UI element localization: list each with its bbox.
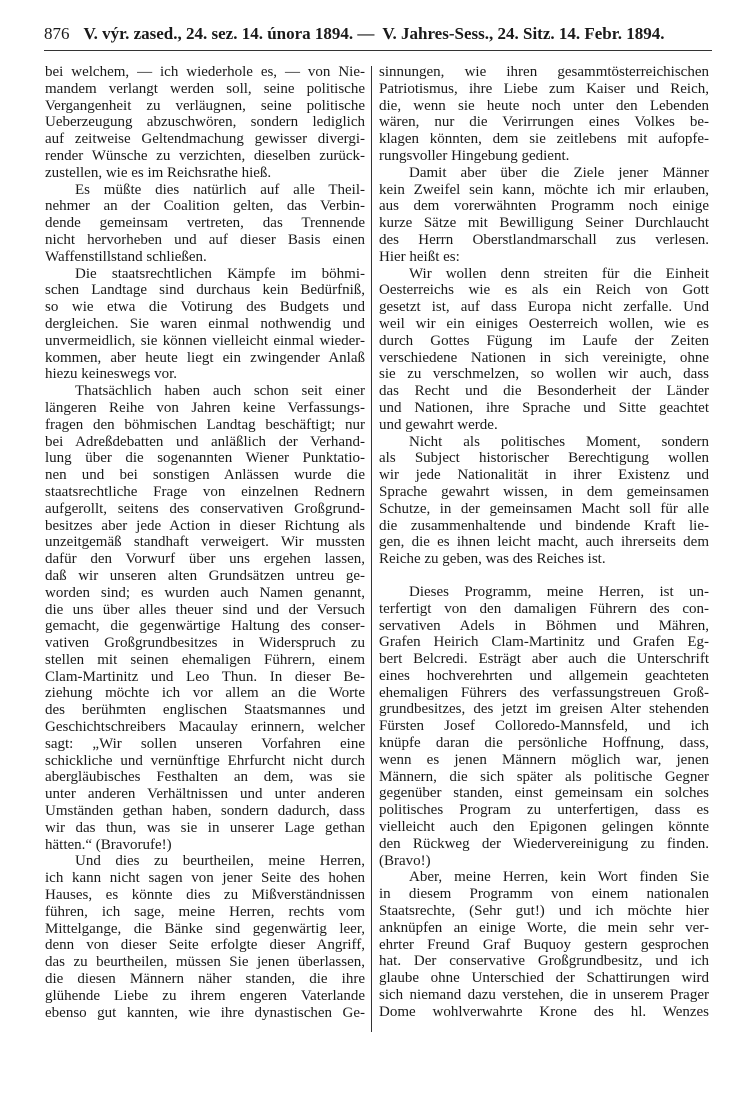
text-line: Patriotismus, ihre Liebe zum Kaiser und Reich, [379, 80, 709, 97]
text-line: unter anderen Verhältnissen und unter anderen [45, 786, 365, 803]
text-line: Grafen Heirich Clam-Martinitz und Grafen Eg- [379, 634, 709, 651]
text-line: eines hochverehrten und allgemein geachteten [379, 667, 709, 684]
text-line: durch Gottes Fügung im Laufe der Zeiten [379, 332, 709, 349]
text-line: längeren Reihe von Jahren keine Verfassungs- [45, 399, 365, 416]
text-line: (Bravo!) [379, 852, 431, 869]
text-line: mandem verlangt werden soll, seine politische [45, 80, 365, 97]
text-line: sich niemand dazu verstehen, die in unserem Prager [379, 987, 709, 1004]
text-line: gemacht, die gegenwärtige Haltung des conser- [45, 618, 365, 635]
text-line: in diesem Programm von einem nationalen [379, 886, 709, 903]
text-line: Dome wohlverwahrte Krone des hl. Wenzes [379, 1003, 709, 1020]
text-line: das zu beurtheilen, müssen Sie jenen überlassen, [45, 954, 365, 971]
text-line: wir das thun, was sie in unserer Lage gethan [45, 819, 365, 836]
text-line: lung über die sogenannten Wiener Punktatio- [45, 450, 365, 467]
right-column [379, 64, 709, 1021]
text-line: Clam-Martinitz und Leo Thun. In dieser Be- [45, 668, 365, 685]
text-line: Damit aber über die Ziele jener Männer [409, 164, 709, 181]
text-line: Dieses Programm, meine Herren, ist un- [409, 583, 709, 600]
text-line: die uns über alles theuer sind und der Versuch [45, 601, 365, 618]
text-line: sie zu verschmelzen, so wollen wir auch, dass [379, 366, 709, 383]
text-line: unzeitgemäß standhaft verweigert. Wir mussten [45, 534, 365, 551]
text-line: schen Landtage sind durchaus kein Bedürfniß, [45, 282, 365, 299]
text-line: kurze Sätze mit Bewilligung Seiner Durchlaucht [379, 215, 709, 232]
text-line: unvermeidlich, sie können vielleicht einmal wieder- [45, 332, 365, 349]
paragraph-gap [379, 568, 709, 584]
text-line: schickliche und vernünftige Ehrfurcht nicht durch [45, 752, 365, 769]
text-line: Vergangenheit zu verläugnen, seine politische [45, 97, 365, 114]
text-line: wenn es jenen Männern möglich war, jenen [379, 751, 709, 768]
text-line: aufgerollt, seitens des conservativen Großgrund- [45, 500, 365, 517]
text-line: Thatsächlich haben auch schon seit einer [75, 383, 365, 400]
text-line: Oesterreichs wie es als ein Reich von Gott [379, 282, 709, 299]
text-line: kommen, aber heute liegt ein zwingender Anlaß [45, 349, 365, 366]
header-rule [44, 50, 712, 51]
text-line: vativen Großgrundbesitzes in Widerspruch zu [45, 635, 365, 652]
left-column [45, 64, 365, 1021]
text-line: Und dies zu beurtheilen, meine Herren, [75, 853, 365, 870]
text-line: und gewahrt werde. [379, 416, 498, 433]
text-line: sinnungen, wie ihren gesammtösterreichischen [379, 64, 709, 80]
text-line: des berühmten englischen Staatsmannes und [45, 702, 365, 719]
text-line: Sprache gewahrt wissen, in dem gemeinsamen [379, 483, 709, 500]
text-line: Mittelgange, die Bänke sind gegenwärtig leer, [45, 920, 365, 937]
text-line: Fürsten Josef Colloredo-Mannsfeld, und ich [379, 718, 709, 735]
text-line: denn von dieser Seite erfolgte dieser Angriff, [45, 937, 365, 954]
text-line: Nicht als politisches Moment, sondern [409, 433, 709, 450]
text-line: glaube ohne Unterschied der Schattirungen wird [379, 970, 709, 987]
text-line: render Wünsche zu verzichten, dieselben zurück- [45, 147, 365, 164]
running-header [44, 24, 710, 48]
text-line: gegenüber standen, einst gemeinsam ein solches [379, 785, 709, 802]
text-line: Hauses, es könnte dies zu Mißverständnissen [45, 887, 365, 904]
text-line: zustellen, wie es im Reichsrathe hieß. [45, 164, 272, 181]
text-line: die diesen Männern näher standen, die ihre [45, 971, 365, 988]
text-line: nicht hervorheben und auf dieser Basis einen [45, 231, 365, 248]
text-line: grundbesitzes, des jetzt im greisen Alter stehenden [379, 701, 709, 718]
text-line: Waffenstillstand schließen. [45, 248, 207, 265]
text-line: sagt: „Wir sollen unseren Vorfahren eine [45, 735, 365, 752]
text-line: klagen könnten, dem sie zeitlebens mit aufopfe- [379, 131, 709, 148]
text-line: kein Zweifel sein kann, möchte ich mir erlauben, [379, 181, 709, 198]
text-line: glühende Liebe zu ihrem engeren Vaterlande [45, 987, 365, 1004]
text-line: die, wenn sie heute noch unter den Lebenden [379, 97, 709, 114]
text-line: Ueberzeugung abzuschwören, sondern lediglich [45, 114, 365, 131]
text-line: besitzes aber jede Action in dieser Richtung als [45, 517, 365, 534]
text-line: Reiche zu geben, was des Reiches ist. [379, 551, 606, 568]
text-line: die zusammenhaltende und bindende Kraft lie- [379, 517, 709, 534]
text-line: gesetzt ist, auf dass Europa nicht zerfalle. Und [379, 299, 709, 316]
text-line: aus dem vorerwähnten Programm noch einige [379, 198, 709, 215]
text-line: bert Belcredi. Esträgt aber auch die Unterschrift [379, 651, 709, 668]
text-line: Staatsrechte, (Sehr gut!) und ich möchte hier [379, 903, 709, 920]
text-line: Es müßte dies natürlich auf alle Theil- [75, 181, 365, 198]
text-line: Hier heißt es: [379, 248, 460, 265]
text-line: hiezu keineswegs vor. [45, 366, 178, 383]
text-line: den Rückweg der Wiedervereinigung zu finden. [379, 835, 709, 852]
text-line: und Nationen, ihre Sprache und Sitte geachtet [379, 399, 709, 416]
text-line: nehmer an der Coalition gelten, das Verbin- [45, 198, 365, 215]
text-line: stellen mit seinen ehemaligen Führern, einem [45, 651, 365, 668]
text-line: des Herrn Oberstlandmarschall zus verlesen. [379, 231, 709, 248]
header-czech: V. výr. zased., 24. sez. 14. února 1894. — [83, 24, 375, 43]
text-line: bei welchem, — ich wiederhole es, — von Nie- [45, 64, 365, 80]
text-line: führen, ich sage, meine Herren, rechts vom [45, 903, 365, 920]
header-german: V. Jahres-Sess., 24. Sitz. 14. Febr. 1894. [382, 24, 665, 43]
text-line: Schutze, in der gemeinsamen Macht soll für alle [379, 500, 709, 517]
text-line: bei Adreßdebatten und anläßlich der Verhand- [45, 433, 365, 450]
text-line: Die staatsrechtlichen Kämpfe im böhmi- [75, 265, 365, 282]
text-line: so wie etwa die Votirung des Budgets und [45, 299, 365, 316]
text-line: abergläubisches Festhalten an dem, was sie [45, 769, 365, 786]
column-divider [371, 66, 372, 1032]
text-line: vielleicht auch den Epigonen gelingen könnte [379, 819, 709, 836]
text-line: daß wir unseren alten Grundsätzen untreu ge- [45, 567, 365, 584]
text-line: ebenso gut kannten, wie ihre dynastischen Ge- [45, 1004, 365, 1021]
text-line: dafür den Vorwurf über uns ergehen lassen, [45, 551, 365, 568]
text-line: anknüpfen an einige Worte, die mein sehr ver- [379, 919, 709, 936]
text-line: politisches Program zu unterfertigen, dass es [379, 802, 709, 819]
text-line: terfertigt von den damaligen Führern des con- [379, 600, 709, 617]
text-line: gen, die es ihnen leicht macht, auch ihrerseits dem [379, 534, 709, 551]
text-line: ziehung möchte ich vor allem an die Worte [45, 685, 365, 702]
text-line: weil wir ein einiges Oesterreich wollen, wie es [379, 315, 709, 332]
page-number: 876 [44, 24, 70, 43]
text-line: fragen den böhmischen Landtag beschäftigt; nur [45, 416, 365, 433]
text-line: nen und bei sonstigen Anlässen wurde die [45, 467, 365, 484]
text-line: Geschichtschreibers Macaulay erinnern, welcher [45, 719, 365, 736]
text-line: verschiedene Nationen in sich vereinigte, ohne [379, 349, 709, 366]
text-line: ehrter Freund Graf Buquoy gestern gesprochen [379, 936, 709, 953]
text-line: hätten.“ (Bravorufe!) [45, 836, 172, 853]
text-line: knüpfe daran die persönliche Hoffnung, dass, [379, 735, 709, 752]
text-line: als Subject historischer Berechtigung wollen [379, 450, 709, 467]
text-line: Aber, meine Herren, kein Wort finden Sie [409, 869, 709, 886]
text-line: ich kann nicht sagen von jener Seite des hohen [45, 870, 365, 887]
text-line: das Recht und die Besonderheit der Länder [379, 383, 709, 400]
text-line: dende gemeinsam vertreten, das Trennende [45, 215, 365, 232]
text-line: Wir wollen denn streiten für die Einheit [409, 265, 709, 282]
text-line: worden sind; es wurden auch Namen genannt, [45, 584, 365, 601]
text-line: servativen Adels in Böhmen und Mähren, [379, 617, 709, 634]
text-line: Männern, die sich später als politische Gegner [379, 768, 709, 785]
text-line: hat. Der conservative Großgrundbesitz, und ich [379, 953, 709, 970]
text-line: rungsvoller Hingebung gedient. [379, 147, 570, 164]
text-line: auf zeitweise Geltendmachung gewisser divergi- [45, 131, 365, 148]
text-line: wären, nur die Verirrungen eines Volkes be- [379, 114, 709, 131]
text-line: staatsrechtliche Frage von einzelnen Rednern [45, 483, 365, 500]
text-line: Umständen gethan haben, sondern dadurch, dass [45, 803, 365, 820]
text-line: ehemaligen Führers des verfassungstreuen Groß- [379, 684, 709, 701]
text-line: dergleichen. Sie waren einmal nothwendig und [45, 315, 365, 332]
text-line: wir jede Nationalität in ihrer Existenz und [379, 467, 709, 484]
